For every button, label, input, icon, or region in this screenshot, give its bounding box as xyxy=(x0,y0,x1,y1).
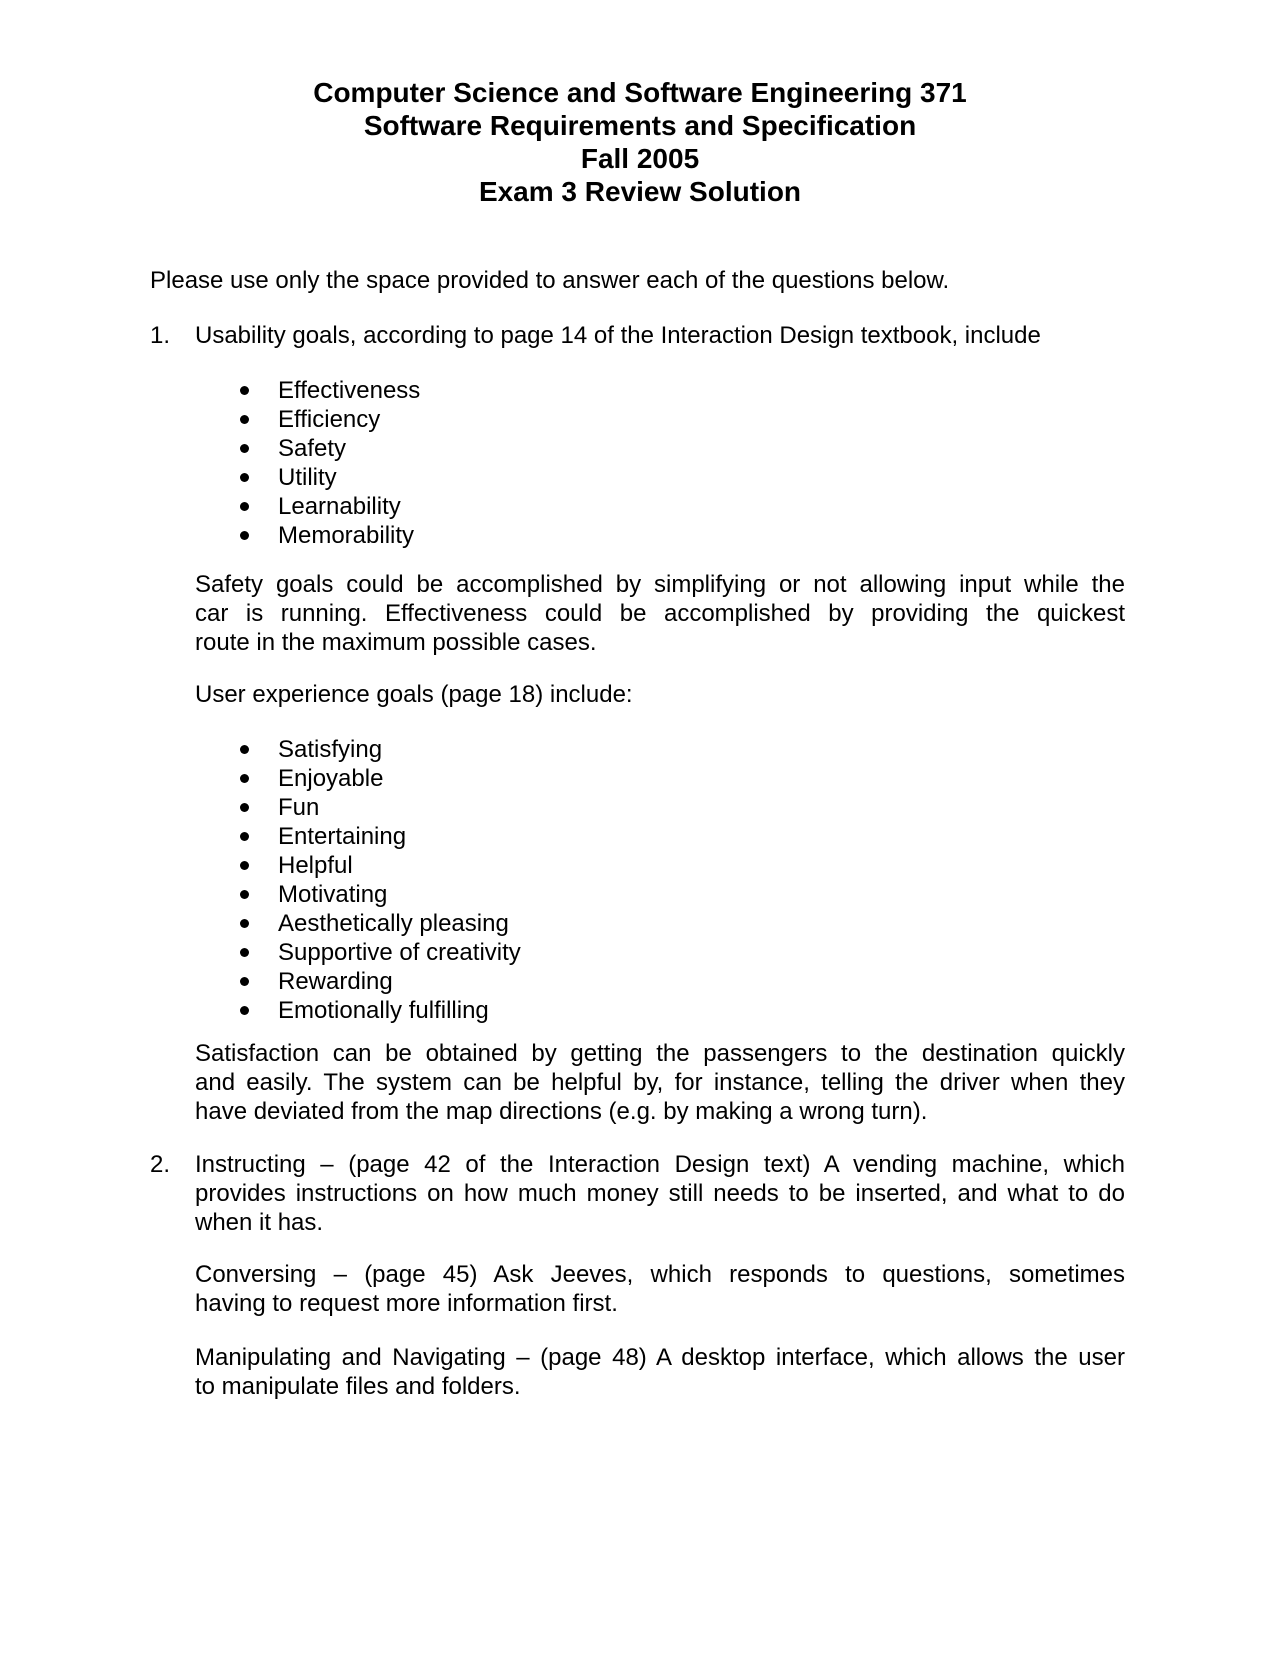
list-item xyxy=(238,996,521,1025)
bullet-icon xyxy=(240,890,249,899)
paragraph-line: have deviated from the map directions (e.g. by making a wrong turn). xyxy=(195,1098,928,1125)
question-1-paragraph-1 xyxy=(195,570,1125,657)
exam-title: Exam 3 Review Solution xyxy=(478,176,802,207)
list-item-label: Entertaining xyxy=(278,823,407,850)
bullet-icon xyxy=(240,803,249,812)
list-item-label: Utility xyxy=(278,464,337,491)
list-item xyxy=(238,405,420,434)
question-1-lead: Usability goals, according to page 14 of the Interaction Design textbook, include xyxy=(195,322,1041,349)
list-item xyxy=(238,822,521,851)
paragraph-line: when it has. xyxy=(195,1209,324,1236)
list-item-label: Efficiency xyxy=(278,406,381,433)
list-item-label: Supportive of creativity xyxy=(278,939,521,966)
paragraph-line: to manipulate files and folders. xyxy=(195,1373,521,1400)
ux-goals-list xyxy=(238,735,521,1025)
manipulating-paragraph xyxy=(195,1343,1125,1401)
paragraph-line: and easily. The system can be helpful by, for instance, telling the driver when they xyxy=(195,1069,1125,1096)
paragraph-line: Manipulating and Navigating – (page 48) A desktop interface, which allows the user xyxy=(195,1344,1125,1371)
list-item-label: Enjoyable xyxy=(278,765,384,792)
paragraph-line: Instructing – (page 42 of the Interaction Design text) A vending machine, which xyxy=(195,1151,1125,1178)
paragraph-line: car is running. Effectiveness could be accomplished by providing the quickest xyxy=(195,600,1125,627)
list-item-label: Helpful xyxy=(278,852,353,879)
list-item xyxy=(238,735,521,764)
list-item xyxy=(238,851,521,880)
instructing-paragraph xyxy=(195,1150,1125,1237)
question-1-number: 1. xyxy=(150,322,171,349)
bullet-icon xyxy=(240,444,249,453)
document-header xyxy=(0,76,1280,208)
paragraph-line: Safety goals could be accomplished by simplifying or not allowing input while the xyxy=(195,571,1125,598)
list-item-label: Learnability xyxy=(278,493,401,520)
list-item xyxy=(238,434,420,463)
bullet-icon xyxy=(240,745,249,754)
list-item-label: Memorability xyxy=(278,522,415,549)
instructions: Please use only the space provided to answer each of the questions below. xyxy=(150,267,950,294)
paragraph-line: having to request more information first. xyxy=(195,1290,618,1317)
course-subtitle: Software Requirements and Specification xyxy=(363,110,917,141)
bullet-icon xyxy=(240,531,249,540)
usability-goals-list xyxy=(238,376,420,550)
bullet-icon xyxy=(240,502,249,511)
bullet-icon xyxy=(240,977,249,986)
list-item xyxy=(238,967,521,996)
bullet-icon xyxy=(240,861,249,870)
paragraph-line: Conversing – (page 45) Ask Jeeves, which responds to questions, sometimes xyxy=(195,1261,1125,1288)
list-item xyxy=(238,880,521,909)
term: Fall 2005 xyxy=(580,143,700,174)
course-title: Computer Science and Software Engineering 371 xyxy=(313,77,967,108)
question-1-paragraph-2 xyxy=(195,1039,1125,1126)
list-item-label: Fun xyxy=(278,794,320,821)
bullet-icon xyxy=(240,948,249,957)
list-item xyxy=(238,793,521,822)
bullet-icon xyxy=(240,919,249,928)
list-item-label: Satisfying xyxy=(278,736,383,763)
list-item xyxy=(238,764,521,793)
bullet-icon xyxy=(240,1006,249,1015)
bullet-icon xyxy=(240,386,249,395)
list-item xyxy=(238,521,420,550)
bullet-icon xyxy=(240,473,249,482)
list-item-label: Effectiveness xyxy=(278,377,421,404)
list-item-label: Aesthetically pleasing xyxy=(278,910,509,937)
list-item xyxy=(238,492,420,521)
bullet-icon xyxy=(240,415,249,424)
conversing-paragraph xyxy=(195,1260,1125,1318)
list-item-label: Rewarding xyxy=(278,968,393,995)
bullet-icon xyxy=(240,832,249,841)
question-2-number: 2. xyxy=(150,1151,171,1178)
bullet-icon xyxy=(240,774,249,783)
paragraph-line: provides instructions on how much money still needs to be inserted, and what to do xyxy=(195,1180,1125,1207)
list-item-label: Motivating xyxy=(278,881,388,908)
paragraph-line: Satisfaction can be obtained by getting the passengers to the destination quickly xyxy=(195,1040,1125,1067)
list-item xyxy=(238,376,420,405)
list-item-label: Emotionally fulfilling xyxy=(278,997,489,1024)
list-item xyxy=(238,463,420,492)
list-item xyxy=(238,909,521,938)
list-item xyxy=(238,938,521,967)
ux-goals-lead: User experience goals (page 18) include: xyxy=(195,681,633,708)
paragraph-line: route in the maximum possible cases. xyxy=(195,629,597,656)
list-item-label: Safety xyxy=(278,435,347,462)
